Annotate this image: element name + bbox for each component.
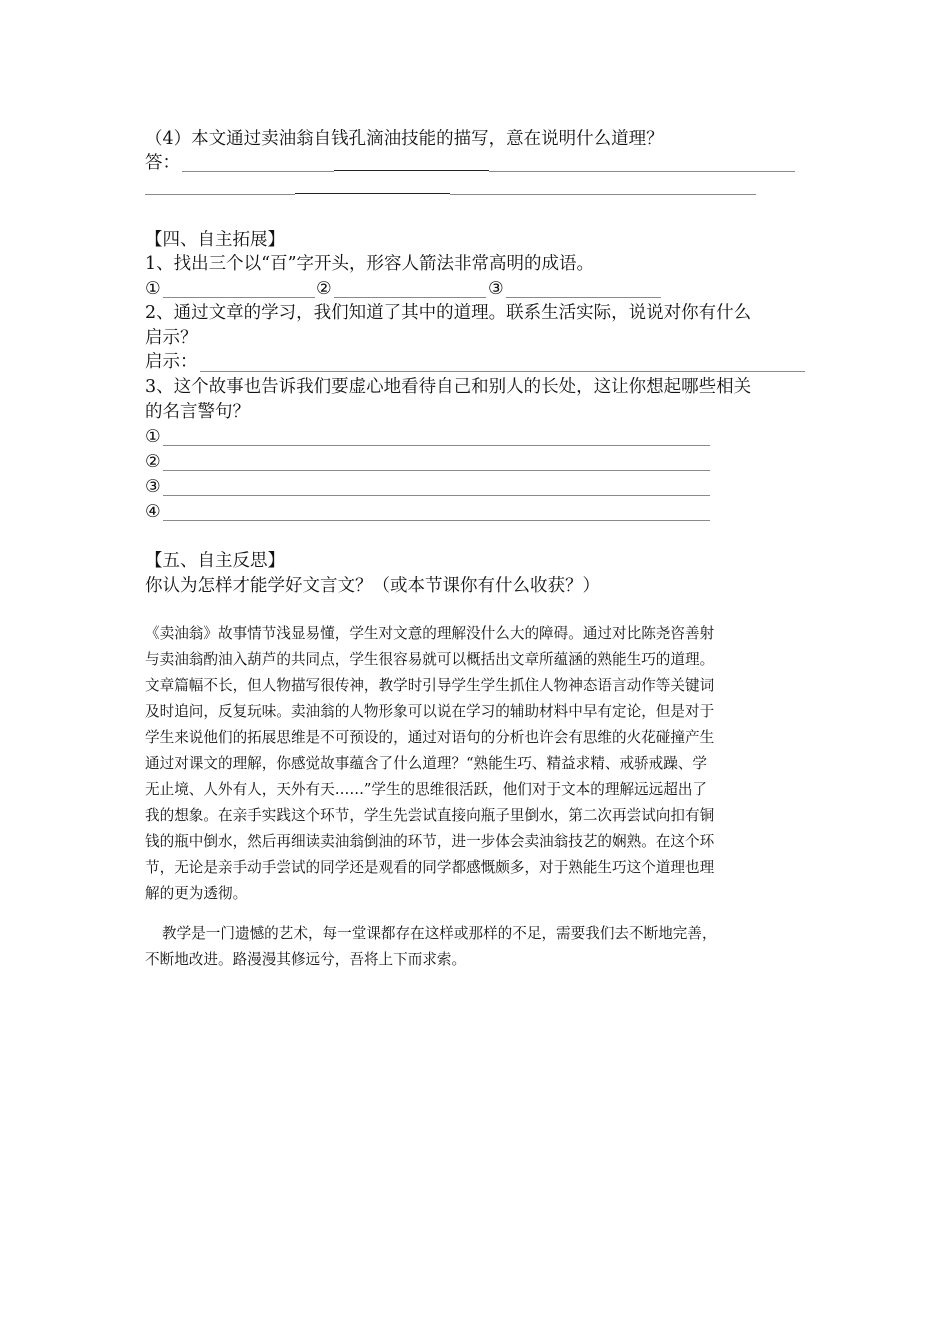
section4-item3-line2: 的名言警句？: [145, 402, 250, 422]
reflection-para1-line: 与卖油翁酌油入葫芦的共同点，学生很容易就可以概括出文章所蕴涵的熟能生巧的道理。: [145, 651, 715, 668]
item1-mark-1: ①: [145, 279, 161, 299]
item3-mark-3: ③: [145, 477, 161, 497]
section4-heading: 【四、自主拓展】: [145, 230, 285, 250]
section4-item1: 1、找出三个以“百”字开头，形容人箭法非常高明的成语。: [145, 254, 595, 274]
item3-blank-2[interactable]: [163, 470, 710, 471]
q4-answer-blank-1c[interactable]: [489, 171, 795, 172]
item3-blank-1[interactable]: [163, 445, 710, 446]
reflection-para1-line: 《卖油翁》故事情节浅显易懂，学生对文意的理解没什么大的障碍。通过对比陈尧咨善射: [145, 625, 715, 642]
item1-blank-3[interactable]: [506, 297, 661, 298]
reflection-para1-line: 解的更为透彻。: [145, 885, 248, 902]
reflection-para2-line: 不断地改进。路漫漫其修远兮，吾将上下而求索。: [145, 951, 467, 968]
item2-answer-label: 启示：: [145, 352, 198, 372]
item3-blank-3[interactable]: [163, 495, 710, 496]
item2-answer-blank[interactable]: [200, 371, 805, 372]
item1-mark-2: ②: [316, 279, 332, 299]
reflection-para1-line: 无止境、人外有人，天外有天……”学生的思维很活跃，他们对于文本的理解远远超出了: [145, 781, 708, 798]
reflection-para1-line: 学生来说他们的拓展思维是不可预设的，通过对语句的分析也许会有思维的火花碰撞产生: [145, 729, 715, 746]
section5-heading: 【五、自主反思】: [145, 551, 285, 571]
q4-answer-blank-2a[interactable]: [145, 194, 295, 195]
item3-mark-1: ①: [145, 427, 161, 447]
q4-answer-blank-2b[interactable]: [295, 193, 450, 194]
reflection-para1-line: 文章篇幅不长，但人物描写很传神，教学时引导学生学生抓住人物神态语言动作等关键词: [145, 677, 715, 694]
reflection-para1-line: 节，无论是亲手动手尝试的同学还是观看的同学都感慨颇多，对于熟能生巧这个道理也理: [145, 859, 715, 876]
section4-item2-line1: 2、通过文章的学习，我们知道了其中的道理。联系生活实际，说说对你有什么: [145, 303, 752, 323]
reflection-para1-line: 我的想象。在亲手实践这个环节，学生先尝试直接向瓶子里倒水，第二次再尝试向扣有铜: [145, 807, 715, 824]
q4-answer-blank-1a[interactable]: [182, 171, 334, 172]
reflection-para2-line: 教学是一门遗憾的艺术，每一堂课都存在这样或那样的不足，需要我们去不断地完善，: [162, 925, 717, 942]
q4-answer-label: 答：: [145, 153, 180, 173]
q4-answer-blank-2c[interactable]: [450, 194, 756, 195]
reflection-para1-line: 通过对课文的理解，你感觉故事蕴含了什么道理？“熟能生巧、精益求精、戒骄戒躁、学: [145, 755, 708, 772]
section4-item2-line2: 启示？: [145, 328, 198, 348]
q4-answer-blank-1b[interactable]: [334, 170, 489, 171]
item1-mark-3: ③: [488, 279, 504, 299]
item3-mark-4: ④: [145, 502, 161, 522]
item1-blank-1[interactable]: [163, 297, 315, 298]
item3-blank-4[interactable]: [163, 520, 710, 521]
section4-item3-line1: 3、这个故事也告诉我们要虚心地看待自己和别人的长处，这让你想起哪些相关: [145, 377, 752, 397]
item3-mark-2: ②: [145, 452, 161, 472]
section5-question: 你认为怎样才能学好文言文？（或本节课你有什么收获？）: [145, 576, 600, 596]
item1-blank-2[interactable]: [334, 297, 486, 298]
q4-question: （4）本文通过卖油翁自钱孔滴油技能的描写，意在说明什么道理？: [145, 129, 664, 149]
reflection-para1-line: 钱的瓶中倒水，然后再细读卖油翁倒油的环节，进一步体会卖油翁技艺的娴熟。在这个环: [145, 833, 715, 850]
reflection-para1-line: 及时追问，反复玩味。卖油翁的人物形象可以说在学习的辅助材料中早有定论，但是对于: [145, 703, 715, 720]
